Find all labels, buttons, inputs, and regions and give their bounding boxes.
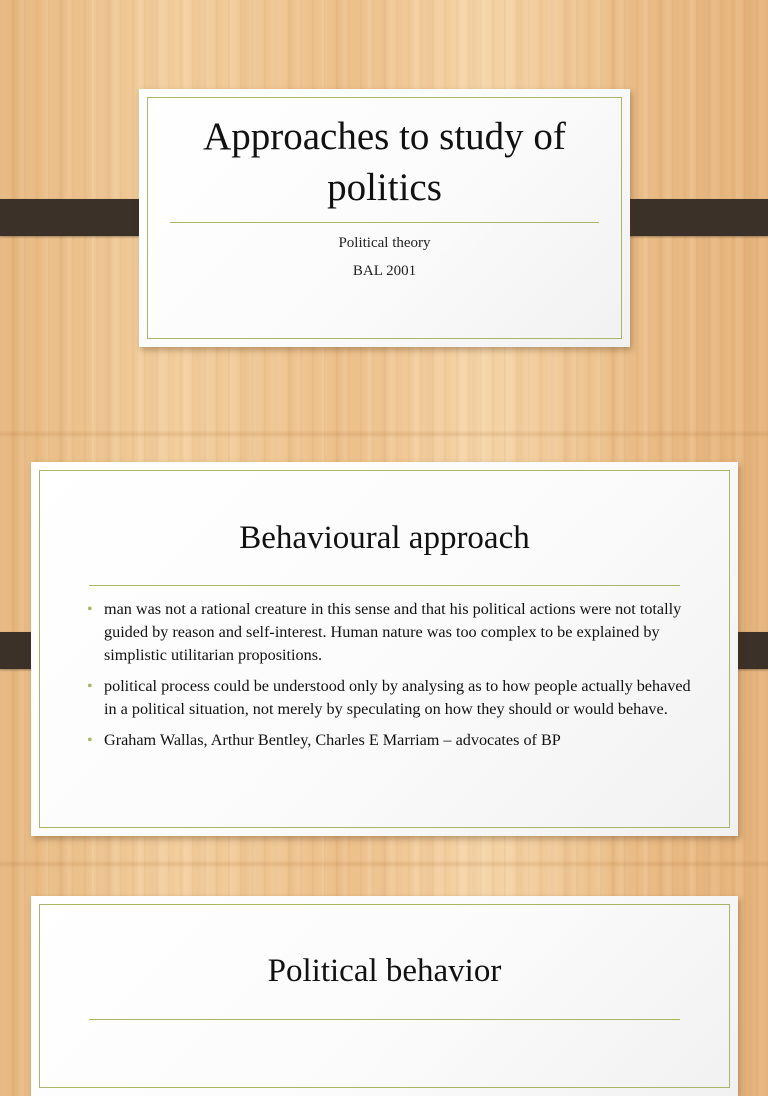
slide-1-right-strap bbox=[613, 199, 768, 236]
bullet-item bbox=[87, 675, 691, 721]
title-rule bbox=[89, 585, 680, 586]
title-rule bbox=[170, 222, 599, 223]
bullet-dot-icon: • bbox=[87, 732, 93, 749]
bullet-item bbox=[87, 598, 691, 667]
behavioural-approach-slide bbox=[31, 462, 738, 836]
wood-grain-band bbox=[0, 430, 768, 438]
bullet-list bbox=[87, 598, 691, 760]
bullet-text: man was not a rational creature in this sense and that his political actions were not totally guided by reason and self-interest. Human nature was too complex to be explained by simplistic utilitarian propositions. bbox=[104, 600, 682, 664]
presentation-title: Approaches to study of politics bbox=[203, 115, 566, 209]
bullet-dot-icon: • bbox=[87, 601, 93, 618]
slide-frame bbox=[39, 904, 730, 1088]
subtitle-course: Political theory bbox=[338, 235, 431, 251]
slide-title: Political behavior bbox=[267, 953, 502, 989]
subtitle-code: BAL 2001 bbox=[352, 263, 417, 279]
slide-title: Behavioural approach bbox=[239, 520, 530, 556]
bullet-dot-icon: • bbox=[87, 678, 93, 695]
title-rule bbox=[89, 1019, 680, 1020]
wood-grain-band bbox=[0, 860, 768, 868]
title-slide bbox=[139, 89, 630, 347]
slide-1-left-strap bbox=[0, 199, 155, 236]
political-behavior-slide bbox=[31, 896, 738, 1096]
bullet-text: political process could be understood only by analysing as to how people actually behaved in a political situation, not merely by speculating on how they should or would behave. bbox=[104, 677, 691, 718]
bullet-item bbox=[87, 729, 691, 752]
bullet-text: Graham Wallas, Arthur Bentley, Charles E Marriam – advocates of BP bbox=[104, 731, 561, 749]
